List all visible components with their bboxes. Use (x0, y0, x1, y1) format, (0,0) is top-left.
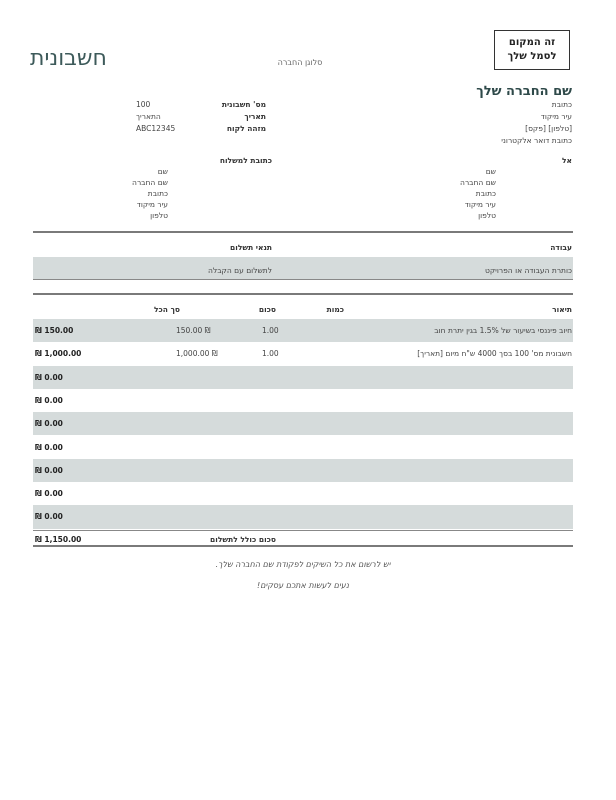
ship-to-address: כתובת (147, 189, 168, 198)
row-total: ₪ 0.00 (35, 512, 63, 522)
row-total: ₪ 0.00 (35, 442, 63, 452)
ship-to-name: שם (157, 167, 168, 176)
company-slogan: סלוגן החברה (277, 58, 323, 67)
bill-to-city: עיר מיקוד (464, 200, 496, 209)
grand-total: ₪ 1,150.00 (35, 535, 82, 544)
from-phone-fax: [טלפון] [פקס] (525, 124, 572, 133)
payment-terms-value: לתשלום עם הקבלה (208, 266, 272, 275)
logo-placeholder (494, 30, 570, 70)
row-total: ₪ 0.00 (35, 489, 63, 499)
customer-id: ABC12345 (136, 124, 176, 133)
grand-total-label: סכום כולל לתשלום (210, 535, 276, 544)
bill-to-name: שם (485, 167, 496, 176)
row-total: ₪ 0.00 (35, 419, 63, 429)
company-name: שם החברה שלך (476, 84, 572, 99)
col-total: סך הכל (154, 305, 180, 314)
bill-to-company: שם החברה (460, 178, 496, 187)
thank-you-note: נעים לעשות אתכם עסקים! (257, 581, 349, 590)
ship-to-city: עיר מיקוד (136, 200, 168, 209)
row-total: ₪ 1,000.00 (35, 349, 82, 359)
col-description: תיאור (552, 305, 572, 314)
row-description: חיוב פיננסי בשיעור של 1.5% בגין יתרת חוב (434, 326, 572, 335)
row-total: ₪ 0.00 (35, 395, 63, 405)
row-amount: 150.00 ₪ (176, 326, 211, 335)
job-bottom-rule (33, 279, 573, 280)
total-top-rule (33, 530, 573, 531)
job-label: עבודה (550, 243, 572, 252)
customer-id-label: מזהה לקוח (226, 124, 266, 133)
row-amount: 1,000.00 ₪ (176, 349, 218, 359)
payable-note: יש לרשום את כל השיקים לפקודת שם החברה שלך. (215, 560, 391, 569)
row-description: חשבונית מס' 100 בסך 4000 ש"ח מיום [תאריך] (417, 349, 572, 359)
logo-line-2: לסמל שלך (507, 51, 557, 62)
job-top-rule (33, 231, 573, 233)
bill-to-heading: אל (562, 156, 572, 165)
table-row-shade (33, 459, 573, 482)
bill-to-address: כתובת (475, 189, 496, 198)
table-row-shade (33, 505, 573, 528)
invoice-date: התאריך (136, 112, 161, 121)
date-label: תאריך (244, 112, 266, 121)
items-top-rule (33, 293, 573, 295)
job-value: כותרת העבודה או הפרויקט (484, 266, 572, 275)
ship-to-company: שם החברה (132, 178, 168, 187)
document-title: חשבונית (30, 46, 107, 71)
invoice-number: 100 (136, 100, 151, 109)
logo-line-1: זה המקום (508, 37, 556, 48)
row-qty: 1.00 (262, 326, 279, 335)
payment-terms-label: תנאי תשלום (230, 243, 272, 252)
table-row-shade (33, 412, 573, 435)
from-city: עיר מיקוד (540, 112, 572, 121)
col-qty: כמות (326, 305, 344, 314)
total-bottom-rule (33, 545, 573, 547)
from-address: כתובת (551, 100, 572, 109)
from-email: כתובת דואר אלקטרוני (501, 136, 572, 145)
ship-to-heading: כתובת למשלוח (219, 156, 272, 165)
invoice-number-label: מס' חשבונית (221, 100, 266, 109)
row-total: ₪ 0.00 (35, 372, 63, 382)
col-amount: סכום (258, 305, 276, 314)
row-total: ₪ 0.00 (35, 465, 63, 475)
row-qty: 1.00 (262, 349, 279, 359)
row-total: ₪ 150.00 (35, 326, 74, 335)
ship-to-phone: טלפון (150, 211, 168, 220)
bill-to-phone: טלפון (478, 211, 496, 220)
table-row-shade (33, 366, 573, 389)
